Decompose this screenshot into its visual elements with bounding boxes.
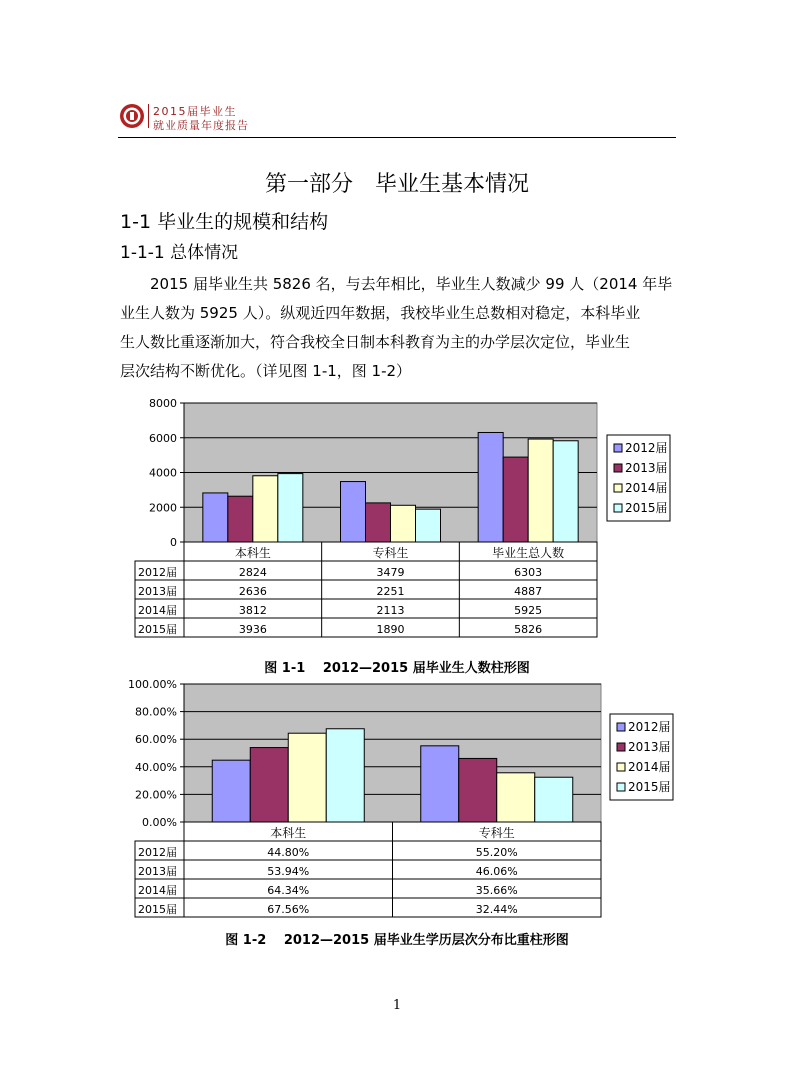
legend-swatch bbox=[617, 743, 625, 751]
table-series-label: 2012届 bbox=[138, 566, 177, 579]
legend-label: 2014届 bbox=[628, 760, 671, 774]
table-category-label: 专科生 bbox=[478, 826, 515, 840]
chart-caption-2: 图 1-2 2012—2015 届毕业生学历层次分布比重柱形图 bbox=[225, 933, 569, 948]
table-cell-value: 3479 bbox=[376, 566, 405, 579]
legend-label: 2012届 bbox=[628, 720, 671, 734]
bar bbox=[535, 777, 573, 822]
legend-label: 2013届 bbox=[625, 461, 668, 475]
y-tick-label: 40.00% bbox=[135, 760, 177, 774]
y-tick-label: 60.00% bbox=[135, 733, 177, 747]
table-cell-value: 64.34% bbox=[267, 884, 310, 897]
table-cell-value: 35.66% bbox=[475, 884, 518, 897]
bar bbox=[497, 773, 535, 822]
legend-label: 2015届 bbox=[628, 780, 671, 794]
table-cell-value: 44.80% bbox=[267, 846, 310, 859]
table-cell-value: 1890 bbox=[376, 623, 405, 636]
table-cell-value: 2113 bbox=[376, 604, 405, 617]
table-row bbox=[135, 898, 601, 917]
table-cell-value: 46.06% bbox=[475, 865, 518, 878]
paragraph-line: 业生人数为 5925 人）。纵观近四年数据，我校毕业生总数相对稳定，本科毕业 bbox=[120, 304, 641, 322]
table-cell-value: 32.44% bbox=[475, 903, 518, 916]
bar bbox=[212, 760, 250, 822]
table-cell-value: 55.20% bbox=[475, 846, 518, 859]
subsection-heading: 1-1-1 总体情况 bbox=[120, 243, 239, 263]
table-category-label: 毕业生总人数 bbox=[492, 546, 565, 560]
table-series-label: 2015届 bbox=[138, 623, 177, 636]
paragraph-line: 层次结构不断优化。（详见图 1-1，图 1-2） bbox=[120, 362, 412, 380]
y-tick-label: 0 bbox=[170, 536, 177, 549]
paragraph-line: 2015 届毕业生共 5826 名，与去年相比，毕业生人数减少 99 人（2014 年毕 bbox=[150, 275, 673, 293]
legend-label: 2015届 bbox=[625, 501, 668, 515]
table-cell-value: 3936 bbox=[238, 623, 267, 636]
y-tick-label: 20.00% bbox=[135, 788, 177, 802]
table-series-label: 2014届 bbox=[138, 604, 177, 617]
header-report-title: 就业质量年度报告 bbox=[153, 119, 249, 132]
table-cell-value: 2636 bbox=[238, 585, 267, 598]
y-tick-label: 100.00% bbox=[128, 678, 177, 691]
table-cell-value: 6303 bbox=[514, 566, 543, 579]
legend-label: 2014届 bbox=[625, 481, 668, 495]
y-tick-label: 6000 bbox=[149, 431, 177, 445]
page-title: 第一部分 毕业生基本情况 bbox=[264, 172, 529, 197]
y-tick-label: 4000 bbox=[149, 466, 177, 480]
bar bbox=[288, 733, 326, 822]
table-series-label: 2012届 bbox=[138, 846, 177, 859]
table-category-label: 本科生 bbox=[270, 826, 307, 840]
y-tick-label: 0.00% bbox=[142, 816, 177, 829]
table-series-label: 2014届 bbox=[138, 884, 177, 897]
table-cell-value: 5826 bbox=[514, 623, 543, 636]
y-tick-label: 80.00% bbox=[135, 705, 177, 719]
table-row bbox=[135, 879, 601, 898]
bar bbox=[326, 729, 364, 822]
y-tick-label: 2000 bbox=[149, 501, 177, 515]
y-tick-label: 8000 bbox=[149, 397, 177, 410]
legend-label: 2013届 bbox=[628, 740, 671, 754]
table-cell-value: 53.94% bbox=[267, 865, 310, 878]
table-cell-value: 2824 bbox=[238, 566, 267, 579]
table-series-label: 2013届 bbox=[138, 585, 177, 598]
legend-swatch bbox=[617, 763, 625, 771]
table-row bbox=[135, 860, 601, 879]
chart-caption-1: 图 1-1 2012—2015 届毕业生人数柱形图 bbox=[264, 661, 530, 676]
table-category-label: 专科生 bbox=[372, 546, 409, 560]
table-series-label: 2013届 bbox=[138, 865, 177, 878]
legend-swatch bbox=[617, 783, 625, 791]
paragraph-line: 生人数比重逐渐加大，符合我校全日制本科教育为主的办学层次定位，毕业生 bbox=[120, 333, 631, 351]
legend-swatch bbox=[617, 723, 625, 731]
table-cell-value: 5925 bbox=[514, 604, 543, 617]
table-cell-value: 4887 bbox=[514, 585, 543, 598]
legend-label: 2012届 bbox=[625, 441, 668, 455]
table-cell-value: 2251 bbox=[376, 585, 405, 598]
table-cell-value: 3812 bbox=[238, 604, 267, 617]
table-cell-value: 67.56% bbox=[267, 903, 310, 916]
page-number: 1 bbox=[392, 998, 402, 1013]
section-heading: 1-1 毕业生的规模和结构 bbox=[120, 211, 329, 233]
bar bbox=[250, 748, 288, 822]
table-category-label: 本科生 bbox=[234, 546, 271, 560]
bar bbox=[421, 746, 459, 822]
table-row bbox=[135, 841, 601, 860]
table-series-label: 2015届 bbox=[138, 903, 177, 916]
header-report-year: 2015届毕业生 bbox=[153, 105, 237, 118]
bar bbox=[459, 758, 497, 822]
